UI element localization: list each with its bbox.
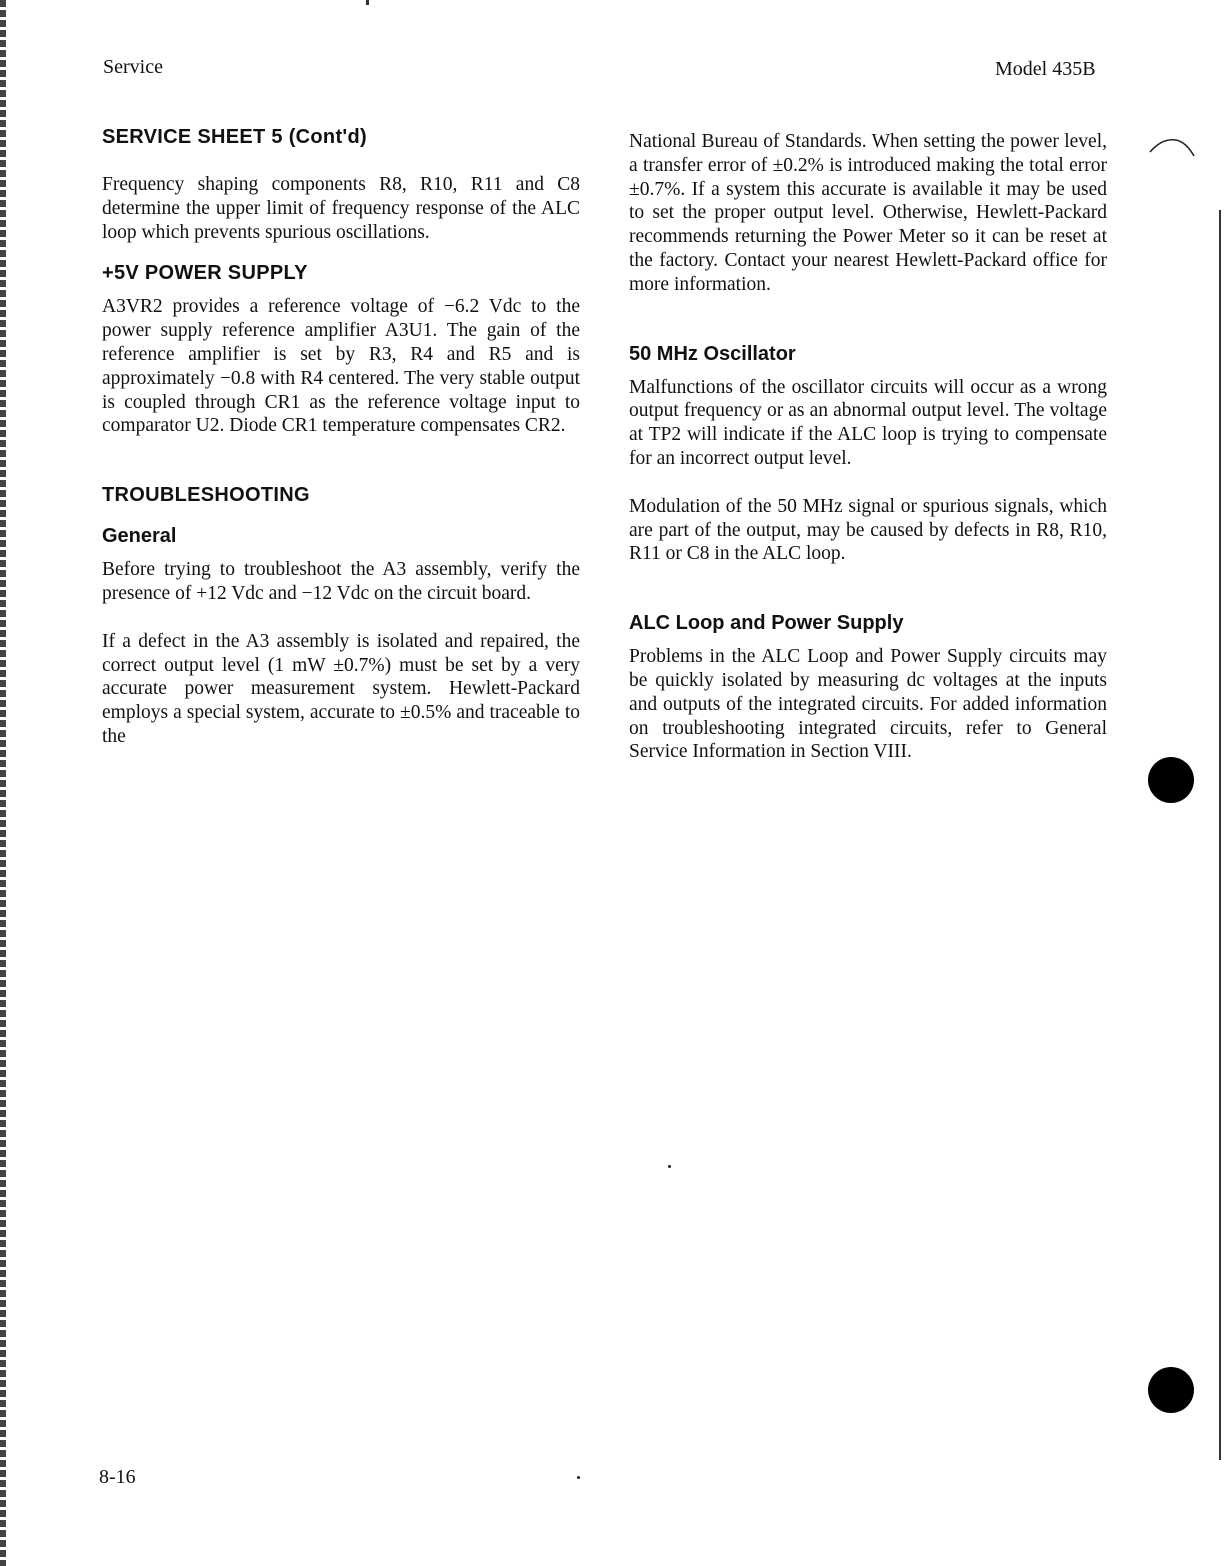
intro-paragraph: Frequency shaping components R8, R10, R11 and C8 determine the upper limit of frequency response of the ALC loop which prevents spurious oscillations. (102, 174, 580, 243)
header-section: Service (103, 56, 163, 78)
alc-heading: ALC Loop and Power Supply (629, 612, 904, 635)
scan-mark (366, 0, 369, 5)
scan-speck (668, 1165, 671, 1168)
general-paragraph-1: Before trying to troubleshoot the A3 assembly, verify the presence of +12 Vdc and −12 Vdc on the circuit board. (102, 559, 580, 604)
oscillator-paragraph-1: Malfunctions of the oscillator circuits will occur as a wrong output frequency or as an abnormal output level. The voltage at TP2 will indicate if the ALC loop is trying to compensate for an incorrect output level. (629, 376, 1107, 469)
oscillator-heading: 50 MHz Oscillator (629, 342, 796, 365)
page-number: 8-16 (99, 1466, 136, 1488)
corner-curl-mark (1148, 136, 1198, 160)
troubleshooting-heading: TROUBLESHOOTING (102, 484, 310, 507)
header-model: Model 435B (995, 58, 1096, 80)
oscillator-paragraph-2: Modulation of the 50 MHz signal or spurious signals, which are part of the output, may be caused by defects in R8, R10, R11 or C8 in the ALC loop. (629, 495, 1107, 565)
scan-speck (577, 1476, 580, 1479)
sheet-title: SERVICE SHEET 5 (Cont'd) (102, 126, 367, 148)
power-supply-heading: +5V POWER SUPPLY (102, 262, 308, 285)
general-heading: General (102, 525, 177, 548)
right-column (629, 130, 1107, 764)
punch-hole (1148, 757, 1194, 803)
general-paragraph-2: If a defect in the A3 assembly is isolated and repaired, the correct output level (1 mW ±0.7%) must be set by a very accurate power measurement system. Hewlett-Packard employs a special system, accurate to ±0.5% and traceable to the (102, 630, 580, 747)
alc-paragraph: Problems in the ALC Loop and Power Supply circuits may be quickly isolated by measuring dc voltages at the inputs and outputs of the integrated circuits. For added information on troubleshooting integrated circuits, refer to General Service Information in Section VIII. (629, 646, 1107, 763)
power-supply-paragraph: A3VR2 provides a reference voltage of −6.2 Vdc to the power supply reference amplifier A3U1. The gain of the reference amplifier is set by R3, R4 and R5 and is approximately −0.8 with R4 centered. The very stable output is coupled through CR1 as the reference voltage input to comparator U2. Diode CR1 temperature compensates CR2. (102, 296, 580, 437)
margin-rule (1219, 210, 1221, 1460)
continuation-paragraph: National Bureau of Standards. When setting the power level, a transfer error of ±0.2% is introduced making the total error ±0.7%. If a system this accurate is available it may be used to set the proper output level. Otherwise, Hewlett-Packard recommends returning the Power Meter so it can be reset at the factory. Contact your nearest Hewlett-Packard office for more information. (629, 131, 1107, 295)
binding-edge (0, 0, 6, 1566)
punch-hole (1148, 1367, 1194, 1413)
left-column (102, 126, 580, 749)
